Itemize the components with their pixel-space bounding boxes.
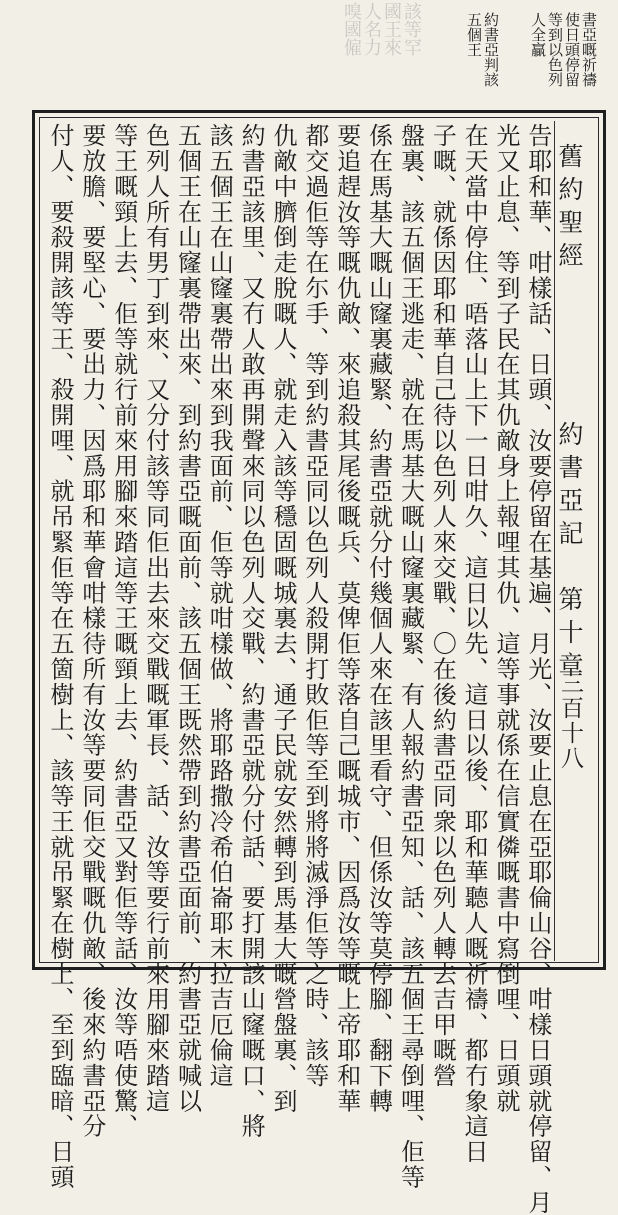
ghost-column: 嗅國僱 <box>341 2 362 56</box>
text-column: 付人、要殺開該等王、殺開哩、就吊緊佢等在五箇樹上、該等王就吊緊在樹上、至到臨暗、日頭 <box>46 123 74 1190</box>
running-header <box>554 121 593 961</box>
text-column: 都交過佢等在尓手、等到約書亞同以色列人殺開打敗佢等至到將將滅淨佢等之時、該等 <box>300 123 329 1089</box>
marginal-notes <box>418 12 596 110</box>
note-column: 使日頭停留 <box>563 12 581 87</box>
text-column: 約書亞該里、又冇人敢再開聲來同以色列人交戰、約書亞就分付話、要打開該山窿嘅口、將 <box>237 123 266 1139</box>
note-column: 約書亞判該 <box>482 12 500 87</box>
note-column: 五個王 <box>465 12 483 57</box>
text-column: 色列人所有男丁到來、又分付該等同佢出去來交戰嘅軍長、話、汝等要行前來用腳來踏這 <box>141 123 170 1114</box>
text-column: 仇敵中臍倒走脫嘅人、就走入該等穩固嘅城裏去、通子民就安然轉到馬基大嘅營盤裏、到 <box>269 123 298 1114</box>
text-column: 等王嘅頸上去、佢等就行前來用腳來踏這等王嘅頸上去、約書亞又對佢等話、汝等唔使驚、 <box>109 123 138 1139</box>
note-column: 人全贏 <box>529 12 547 57</box>
ghost-column: 該等罕 <box>401 2 422 56</box>
text-column: 要追趕汝等嘅仇敵、來追殺其尾後嘅兵、莫俾佢等落自己嘅城市、因爲汝等嘅上帝耶和華 <box>332 123 361 1114</box>
text-column: 在天當中停住、唔落山上下一日咁久、這日以先、這日以後、耶和華聽人嘅祈禱、都冇象這日 <box>460 123 489 1165</box>
bleed-through-text <box>341 2 422 106</box>
ghost-column: 人名力 <box>361 2 382 56</box>
page-number: 三百十八 <box>557 671 583 771</box>
text-column: 係在馬基大嘅山窿裏藏緊、約書亞就分付幾個人來在該里看守、但係汝等莫停腳、翻下轉 <box>364 123 393 1114</box>
text-column: 要放膽、要堅心、要出力、因爲耶和華會咁樣待所有汝等要同佢交戰嘅仇敵、後來約書亞分 <box>77 123 106 1139</box>
note-column: 書亞嘅祈禱 <box>580 12 598 87</box>
body-text <box>45 123 553 1215</box>
text-column: 五個王在山窿裏帶出來、到約書亞嘅面前、該五個王既然帶到約書亞面前、約書亞就喊以 <box>173 123 202 1114</box>
chapter-heading: 約書亞記 第十章 <box>555 421 584 685</box>
text-column: 告耶和華、咁樣話、日頭、汝要停留在基遍、月光、汝要止息在亞耶倫山谷、咁樣日頭就停留、月 <box>523 123 552 1215</box>
note-group-prayer <box>530 12 596 110</box>
note-group-judgment <box>466 12 498 110</box>
text-column: 該五個王在山窿裏帶出來到我面前、佢等就咁樣做、將耶路撒冷希伯崙耶末拉吉厄倫這 <box>205 123 234 1089</box>
text-frame <box>32 110 606 1215</box>
note-column: 等到以色列 <box>546 12 564 87</box>
text-column: 光又止息、等到子民在其仇敵身上報哩其仇、這等事就係在信實僯嘅書中寫倒哩、日頭就 <box>492 123 521 1114</box>
text-column: 子嘅、就係因耶和華自己待以色列人來交戰、〇在後約書亞同衆以色列人轉去吉甲嘅營 <box>428 123 457 1089</box>
ghost-column: 國王來 <box>381 2 402 56</box>
book-title: 舊約聖經 <box>555 143 584 275</box>
text-column: 盤裏、該五個王逃走、就在馬基大嘅山窿裏藏緊、有人報約書亞知、話、該五個王尋倒哩、佢等 <box>396 123 425 1190</box>
